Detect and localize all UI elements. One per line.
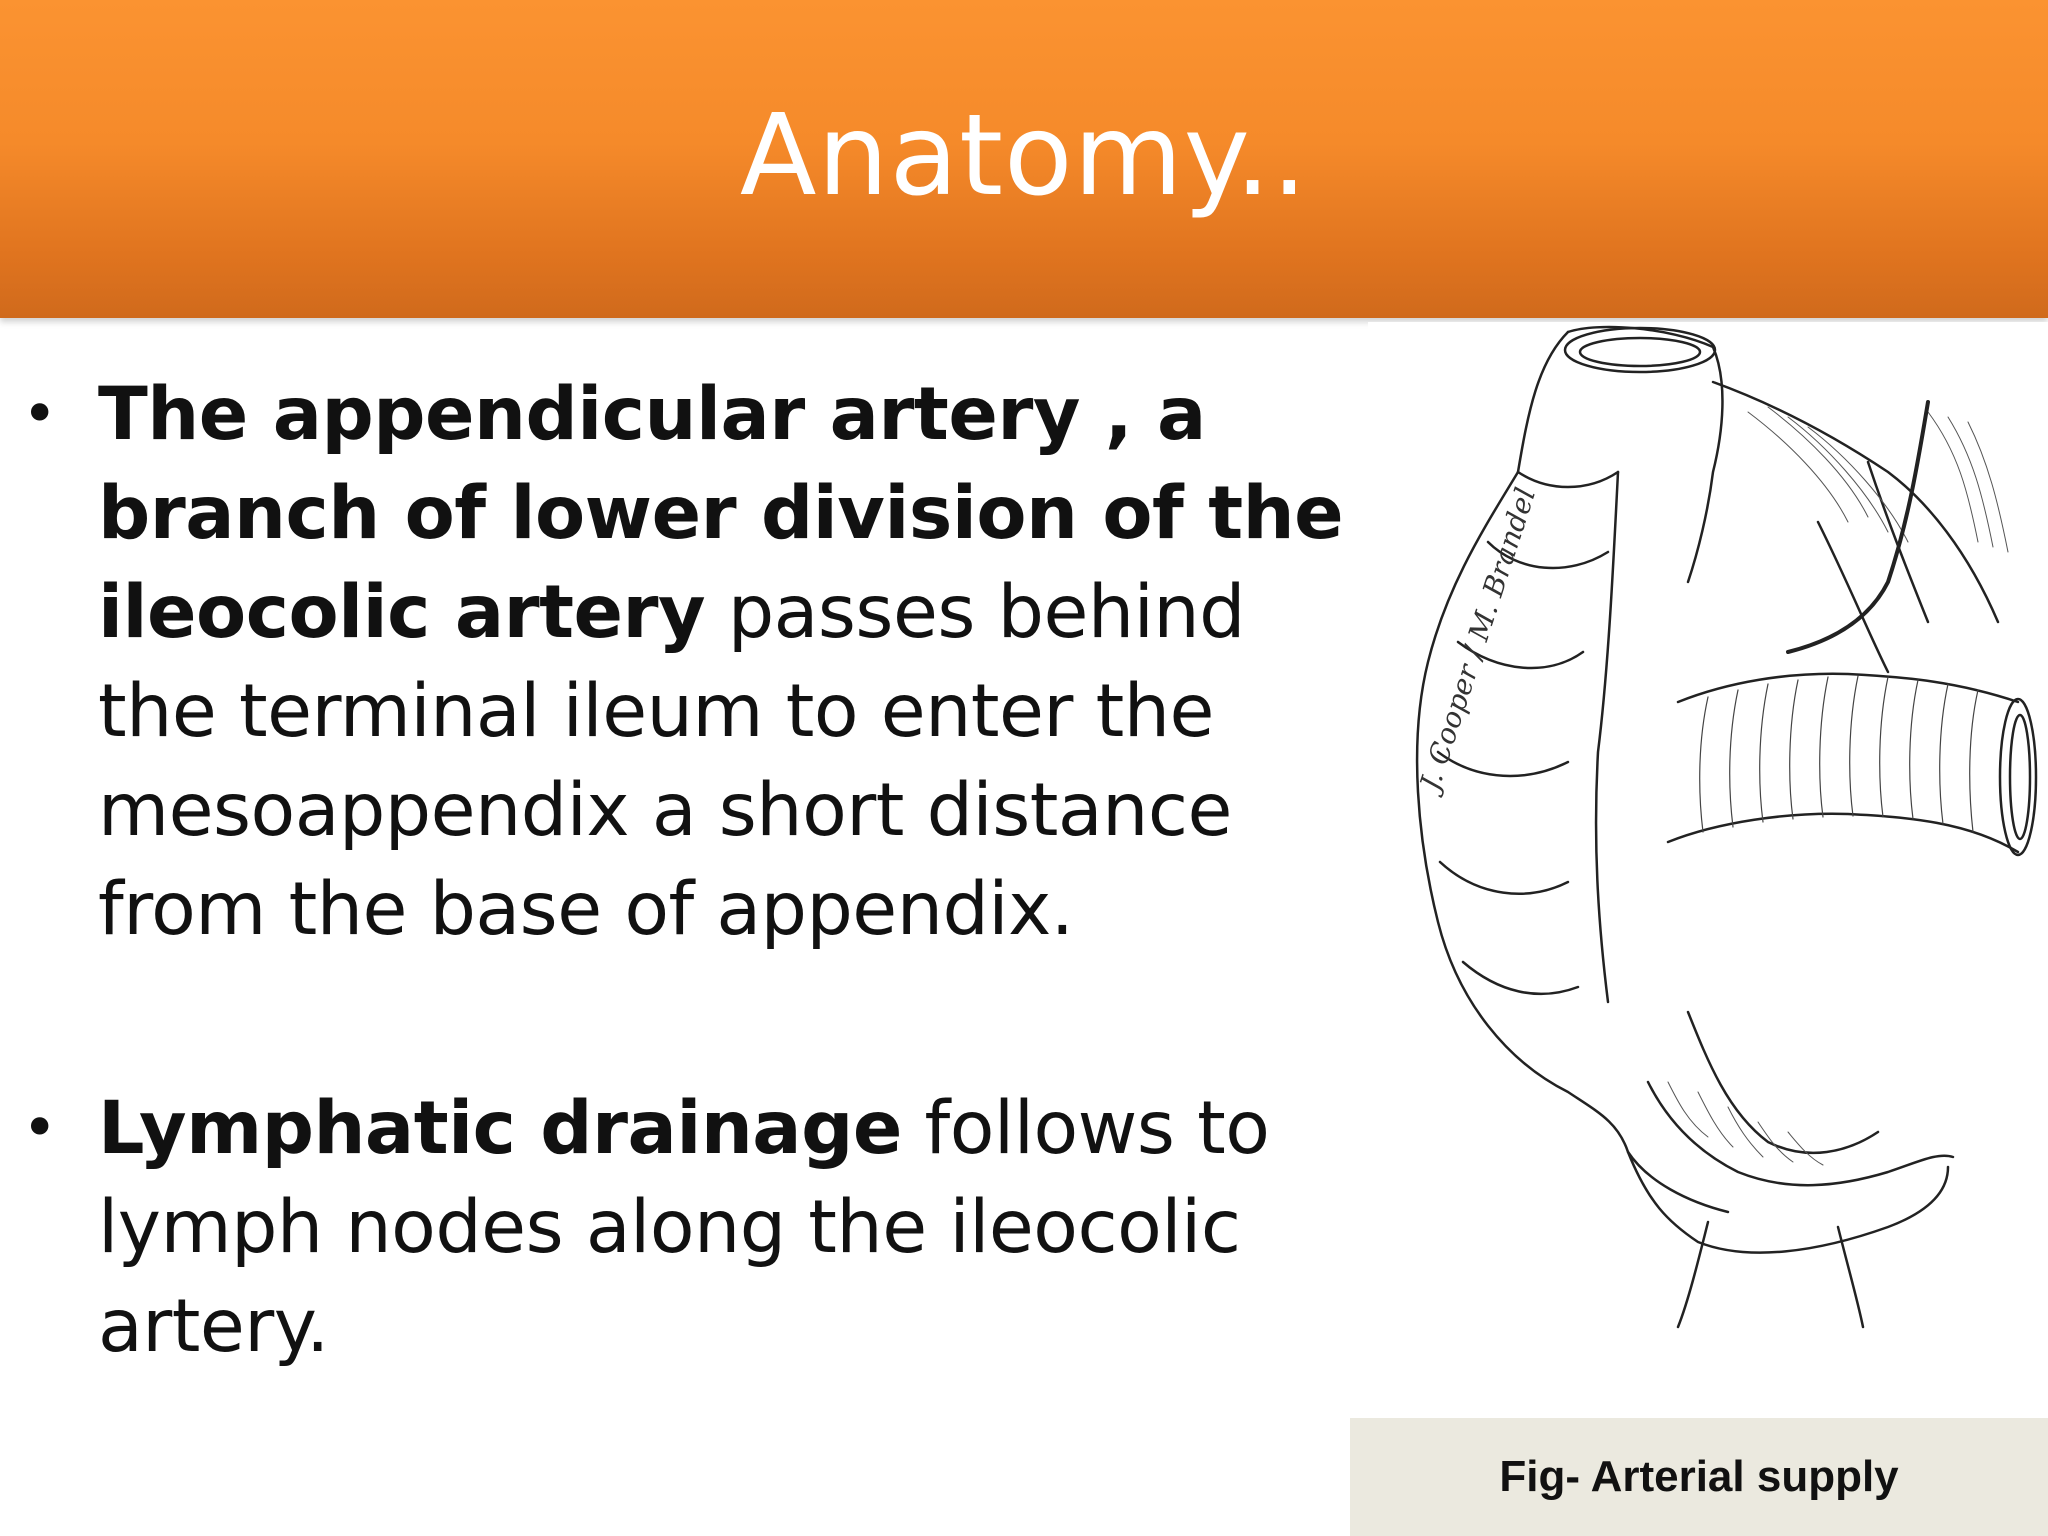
bullet-bold-text: The appendicular artery , a branch of lower division of the ileocolic artery (98, 372, 1344, 655)
slide-body (22, 365, 1362, 1376)
illustrator-signature: J. Cooper / M. Brandel (1413, 483, 1543, 795)
bullet-item-artery (22, 365, 1362, 959)
slide-header (0, 0, 2048, 318)
bullet-text: passes behind the terminal ileum to enter the mesoappendix a short distance from the base of appendix. (98, 570, 1246, 952)
bullet-text: follows to lymph nodes along the ileocolic artery. (98, 1086, 1270, 1369)
bullet-item-lymphatic (22, 1079, 1362, 1376)
figure-caption: Fig- Arterial supply (1499, 1452, 1899, 1501)
bullet-icon: • (22, 1093, 57, 1163)
slide-title: Anatomy.. (739, 91, 1309, 221)
figure-caption-box (1350, 1418, 2048, 1536)
anatomy-illustration (1368, 322, 2048, 1332)
bullet-icon: • (22, 379, 57, 449)
cecum-appendix-drawing (1368, 322, 2048, 1332)
bullet-bold-text: Lymphatic drainage (98, 1086, 902, 1171)
